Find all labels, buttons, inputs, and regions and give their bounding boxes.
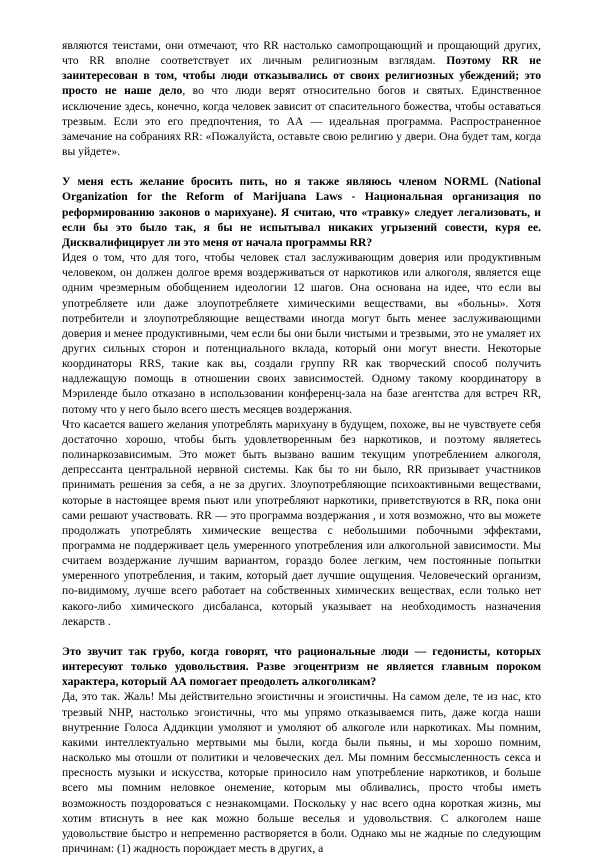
paragraph-1-segment-plain-lead: являются теистами, они отмечают, что RR настолько самопрощающий и прощающий других, что RR вполне соответствует их личным религиозным взглядам. bbox=[62, 39, 541, 68]
paragraph-1 bbox=[62, 38, 541, 159]
question-heading-2: Это звучит так грубо, когда говорят, что рациональные люди — гедонисты, которых интересуют только удовольствия. Разве эгоцентризм не является главным пороком характера, который АА помогает преодолеть алкоголикам? bbox=[62, 644, 541, 689]
document-text-body bbox=[62, 38, 541, 856]
paragraph-3: Идея о том, что для того, чтобы человек стал заслуживающим доверия или продуктивным человеком, он должен долгое время воздерживаться от наркотиков или алкоголя, является еще одним чрезмерным обобщением идеологии 12 шагов. Она основана на идее, что если вы употребляете или даже злоупотребляете химическими веществами, вы «больны». Хотя потребители и злоупотребляющие веществами иногда могут быть менее заслуживающими доверия и менее продуктивными, чем если бы они были чистыми и трезвыми, это не умаляет их других сильных сторон и потенциального вклада, который они могут внести. Некоторые координаторы RRS, такие как вы, создали группу RR как творческий способ получить надлежащую помощь в отношении своих зависимостей. Одному такому координатору в Мэриленде было отказано в использовании конференц-зала на базе агентства для встреч RR, потому что у него было всего шесть месяцев воздержания. bbox=[62, 251, 541, 416]
paragraph-1-segment-plain-tail: , во что люди верят относительно богов и святых. Единственное исключение здесь, конечно, когда человек зависит от спасительного божества, чтобы оставаться трезвым. Если это его предпочтения, то АА — идеальная программа. Распространенное замечание на собраниях RR: «Пожалуйста, оставьте свою религию у двери. Она будет там, когда вы уйдете». bbox=[62, 84, 542, 159]
paragraph-6: Да, это так. Жаль! Мы действительно эгоистичны и эгоистичны. На самом деле, те из нас, кто трезвый NHP, настолько эгоистичны, что мы упрямо отказываемся пить, даже когда наши внутренние Голоса Аддикции умоляют и умоляют об алкоголе или наркотиках. Мы помним, какими интеллектуально мертвыми мы были, когда были пьяны, и мы хорошо помним, насколько мы отошли от политики и человеческих дел. Мы помним бессмысленность секса и пресность музыки и искусства, которые приносило нам употребление наркотиков, и больше всего мы помним неловкое онемение, которым мы обливались, просто чтобы иметь возможность поздороваться с незнакомцами. Поскольку у нас всего одна короткая жизнь, мы хотим втиснуть в нее как можно больше веселья и удовольствия. С алкоголем наше удовольствие быстро и непременно растворяется в боли. Однако мы не жадные по следующим причинам: (1) жадность порождает месть в других, а bbox=[62, 690, 541, 855]
paragraph-1-segment-bold: Поэтому RR не заинтересован в том, чтобы люди отказывались от своих религиозных убеждений; это просто не наше дело bbox=[62, 54, 541, 98]
paragraph-gap-2 bbox=[62, 629, 541, 644]
question-heading-1: У меня есть желание бросить пить, но я также являюсь членом NORML (National Organization for the Reform of Marijuana Laws - Национальная организация по реформированию законов о марихуане). Я считаю, что «травку» следует легализовать, и если бы это было так, я бы не испытывал никаких угрызений совести, куря ее. Дисквалифицирует ли это меня от начала программы RR? bbox=[62, 175, 541, 249]
paragraph-gap-1 bbox=[62, 159, 541, 174]
paragraph-4: Что касается вашего желания употреблять марихуану в будущем, похоже, вы не чувствуете себя достаточно хорошо, чтобы быть удовлетворенным без наркотиков, и поэтому являетесь полинаркозависимым. Это может быть вызвано вашим текущим употреблением алкоголя, депрессанта центральной нервной системы. Как бы то ни было, RR призывает участников принимать решения за себя, а не за других. Злоупотребляющие психоактивными веществами, которые в настоящее время пьют или употребляют наркотики, приветствуются в RR, пока они сами решают участвовать. RR — это программа воздержания , и хотя возможно, что вы можете продолжать употреблять химические вещества с небольшими побочными эффектами, программа не поддерживает цель умеренного употребления или алкогольной зависимости. Мы считаем воздержание лучшим вариантом, гораздо более легким, чем постоянные попытки умеренного употребления, и таким, который дает лучшие ощущения. Человеческий организм, по-видимому, лучше всего работает на собственных химических веществах, если только нет какого-либо химического дисбаланса, который указывает на необходимость назначения лекарств . bbox=[62, 417, 541, 628]
